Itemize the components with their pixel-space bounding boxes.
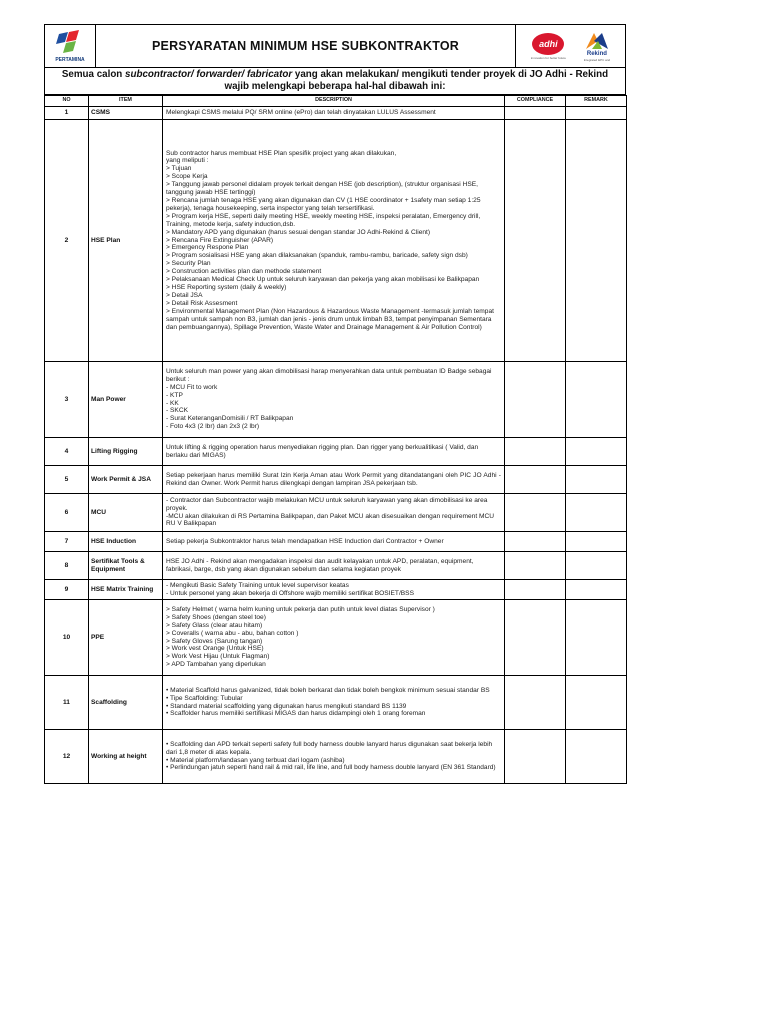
compliance-cell[interactable] — [505, 466, 566, 494]
row-description: - Mengikuti Basic Safety Training untuk level supervisor keatas - Untuk personel yang akan bekerja di Offshore wajib memiliki sertifikat BOSIET/BSS — [163, 580, 505, 600]
remark-cell[interactable] — [566, 362, 627, 438]
row-number: 5 — [45, 466, 89, 494]
row-description: • Material Scaffold harus galvanized, tidak boleh berkarat dan tidak boleh bengkok minimum sesuai standar BS • Tipe Scaffolding: Tubular • Standard material scaffolding yang digunakan harus mengikuti standard BS 1139 • Scaffolder harus memiliki sertifikasi MIGAS dan harus didampingi oleh 1 orang foreman — [163, 676, 505, 730]
table-row — [45, 600, 627, 676]
remark-cell[interactable] — [566, 107, 627, 120]
row-item: Lifting Rigging — [89, 438, 163, 466]
row-item: Sertifikat Tools & Equipment — [89, 552, 163, 580]
row-description: Setiap pekerja Subkontraktor harus telah mendapatkan HSE Induction dari Contractor + Owner — [163, 532, 505, 552]
row-number: 2 — [45, 120, 89, 362]
adhi-logo — [531, 33, 566, 60]
rekind-logo — [584, 31, 610, 62]
adhi-wordmark: adhi — [539, 38, 558, 49]
row-number: 12 — [45, 730, 89, 784]
compliance-cell[interactable] — [505, 532, 566, 552]
document-sheet — [44, 24, 626, 784]
column-header-compliance: COMPLIANCE — [505, 96, 566, 107]
compliance-cell[interactable] — [505, 438, 566, 466]
row-description: > Safety Helmet ( warna helm kuning untuk pekerja dan putih untuk level diatas Supervisor ) > Safety Shoes (dengan steel toe) > Safety Glass (clear atau hitam) > Coveralls ( warna abu - abu, bahan cotton ) > Safety Gloves (Sarung tangan) > Work vest Orange (Untuk HSE) > Work Vest Hijau (Untuk Flagman) > APD Tambahan yang diperlukan — [163, 600, 505, 676]
row-number: 6 — [45, 494, 89, 532]
row-description: Melengkapi CSMS melalui PQ/ SRM online (ePro) dan telah dinyatakan LULUS Assessment — [163, 107, 505, 120]
compliance-cell[interactable] — [505, 362, 566, 438]
table-row — [45, 107, 627, 120]
row-item: Scaffolding — [89, 676, 163, 730]
row-description: Untuk lifting & rigging operation harus menyediakan rigging plan. Dan rigger yang berkualitikasi ( Valid, dan berlaku dari MIGAS) — [163, 438, 505, 466]
document-header — [44, 24, 626, 68]
row-number: 8 — [45, 552, 89, 580]
row-description: - Contractor dan Subcontractor wajib melakukan MCU untuk seluruh karyawan yang akan dimobilisasi ke area proyek. -MCU akan dilakukan di RS Pertamina Balikpapan, dan Paket MCU akan disesuaikan dengan requirement MCU RU V Balikpapan — [163, 494, 505, 532]
table-row — [45, 580, 627, 600]
row-number: 4 — [45, 438, 89, 466]
remark-cell[interactable] — [566, 600, 627, 676]
remark-cell[interactable] — [566, 466, 627, 494]
row-item: HSE Matrix Training — [89, 580, 163, 600]
document-title: PERSYARATAN MINIMUM HSE SUBKONTRAKTOR — [152, 39, 459, 53]
compliance-cell[interactable] — [505, 120, 566, 362]
row-item: HSE Induction — [89, 532, 163, 552]
remark-cell[interactable] — [566, 532, 627, 552]
table-header-row — [45, 96, 627, 107]
table-row — [45, 730, 627, 784]
table-row — [45, 676, 627, 730]
column-header-description: DESCRIPTION — [163, 96, 505, 107]
compliance-cell[interactable] — [505, 580, 566, 600]
compliance-cell[interactable] — [505, 600, 566, 676]
table-row — [45, 438, 627, 466]
remark-cell[interactable] — [566, 438, 627, 466]
row-description: • Scaffolding dan APD terkait seperti safety full body harness double lanyard harus digunakan saat bekerja lebih dari 1,8 meter di atas kepala. • Material platform/landasan yang terbuat dari logam (ashiba) • Perlindungan jatuh seperti hand rail & mid rail, life line, and full body harness double lanyard (EN 361 Standard) — [163, 730, 505, 784]
row-item: Man Power — [89, 362, 163, 438]
rekind-wordmark: Rekind — [586, 50, 607, 57]
compliance-cell[interactable] — [505, 107, 566, 120]
pertamina-logo-icon — [55, 30, 85, 56]
row-number: 9 — [45, 580, 89, 600]
table-row — [45, 494, 627, 532]
table-row — [45, 532, 627, 552]
row-item: CSMS — [89, 107, 163, 120]
row-description: HSE JO Adhi - Rekind akan mengadakan inspeksi dan audit kelayakan untuk APD, peralatan, equipment, fabrikasi, barge, dsb yang akan digunakan sebelum dan selama kegiatan proyek — [163, 552, 505, 580]
instruction-text-start: Semua calon — [61, 69, 126, 80]
table-row — [45, 552, 627, 580]
column-header-item: ITEM — [89, 96, 163, 107]
adhi-tagline: innovation for better future — [530, 55, 566, 60]
row-number: 11 — [45, 676, 89, 730]
row-number: 3 — [45, 362, 89, 438]
row-item: HSE Plan — [89, 120, 163, 362]
row-number: 7 — [45, 532, 89, 552]
rekind-tagline: Integrated EPC and — [583, 57, 611, 62]
table-row — [45, 362, 627, 438]
row-description: Untuk seluruh man power yang akan dimobilisasi harap menyerahkan data untuk pembuatan ID Badge sebagai berikut : - MCU Fit to work - KTP - KK - SKCK - Surat KeteranganDomisili / RT Balikpapan - Foto 4x3 (2 lbr) dan 2x3 (2 lbr) — [163, 362, 505, 438]
remark-cell[interactable] — [566, 730, 627, 784]
remark-cell[interactable] — [566, 120, 627, 362]
row-description: Sub contractor harus membuat HSE Plan spesifik project yang akan dilakukan, yang meliputi : > Tujuan > Scope Kerja > Tanggung jawab personel didalam proyek terkait dengan HSE (job description), (struktur organisasi HSE, tanggung jawab HSE tertinggi) > Rencana jumlah tenaga HSE yang akan digunakan dan CV (1 HSE coordinator + 1safety man setiap 1:25 pekerja), tenaga housekeeping, serta inspector yang telah tersertifikasi. > Program kerja HSE, seperti daily meeting HSE, weekly meeting HSE, inspeksi peralatan, Emergency drill, Training, metode kerja, safety induction,dsb. > Mandatory APD yang digunakan (harus sesuai dengan standar JO Adhi-Rekind & Client) > Rencana Fire Extinguisher (APAR) > Emergency Respone Plan > Program sosialisasi HSE yang akan dilaksanakan (spanduk, rambu-rambu, baricade, safety sign dsb) > Security Plan > Construction activities plan dan methode statement > Pelaksanaan Medical Check Up untuk seluruh karyawan dan pekerja yang akan mobilisasi ke Balikpapan > HSE Reporting system (daily & weekly) > Detail JSA > Detail Risk Assesment > Environmental Management Plan (Non Hazardous & Hazardous Waste Management -termasuk jumlah tempat sampah untuk sampah non B3, jumlah dan jenis - jenis drum untuk limbah B3, tempat penyimpanan Sementara dan pembuangannya), Spillage Prevention, Waste Water and Drainage Management & Air Pollution Control) — [163, 120, 505, 362]
remark-cell[interactable] — [566, 676, 627, 730]
compliance-cell[interactable] — [505, 730, 566, 784]
row-number: 10 — [45, 600, 89, 676]
column-header-no: NO — [45, 96, 89, 107]
row-item: MCU — [89, 494, 163, 532]
remark-cell[interactable] — [566, 580, 627, 600]
table-row — [45, 466, 627, 494]
rekind-logo-icon — [584, 31, 610, 51]
partner-logos — [515, 25, 625, 67]
row-item: Working at height — [89, 730, 163, 784]
instruction-banner — [44, 68, 626, 95]
instruction-text-roles: subcontractor/ forwarder/ fabricator — [125, 69, 293, 80]
row-description: Setiap pekerjaan harus memiliki Surat Izin Kerja Aman atau Work Permit yang ditandatangani oleh PIC JO Adhi - Rekind dan Owner. Work Permit harus dilengkapi dengan lampiran JSA pekerjaan tsb. — [163, 466, 505, 494]
compliance-cell[interactable] — [505, 552, 566, 580]
requirements-table — [44, 95, 627, 784]
row-item: PPE — [89, 600, 163, 676]
row-number: 1 — [45, 107, 89, 120]
adhi-logo-icon — [532, 33, 564, 55]
instruction-text-end: yang akan melakukan/ mengikuti tender proyek di JO Adhi - Rekind wajib melengkapi beberapa hal-hal dibawah ini: — [224, 69, 609, 92]
pertamina-logo — [45, 25, 96, 67]
remark-cell[interactable] — [566, 494, 627, 532]
table-row — [45, 120, 627, 362]
remark-cell[interactable] — [566, 552, 627, 580]
pertamina-wordmark: PERTAMINA — [55, 56, 85, 63]
column-header-remark: REMARK — [566, 96, 627, 107]
compliance-cell[interactable] — [505, 676, 566, 730]
compliance-cell[interactable] — [505, 494, 566, 532]
row-item: Work Permit & JSA — [89, 466, 163, 494]
